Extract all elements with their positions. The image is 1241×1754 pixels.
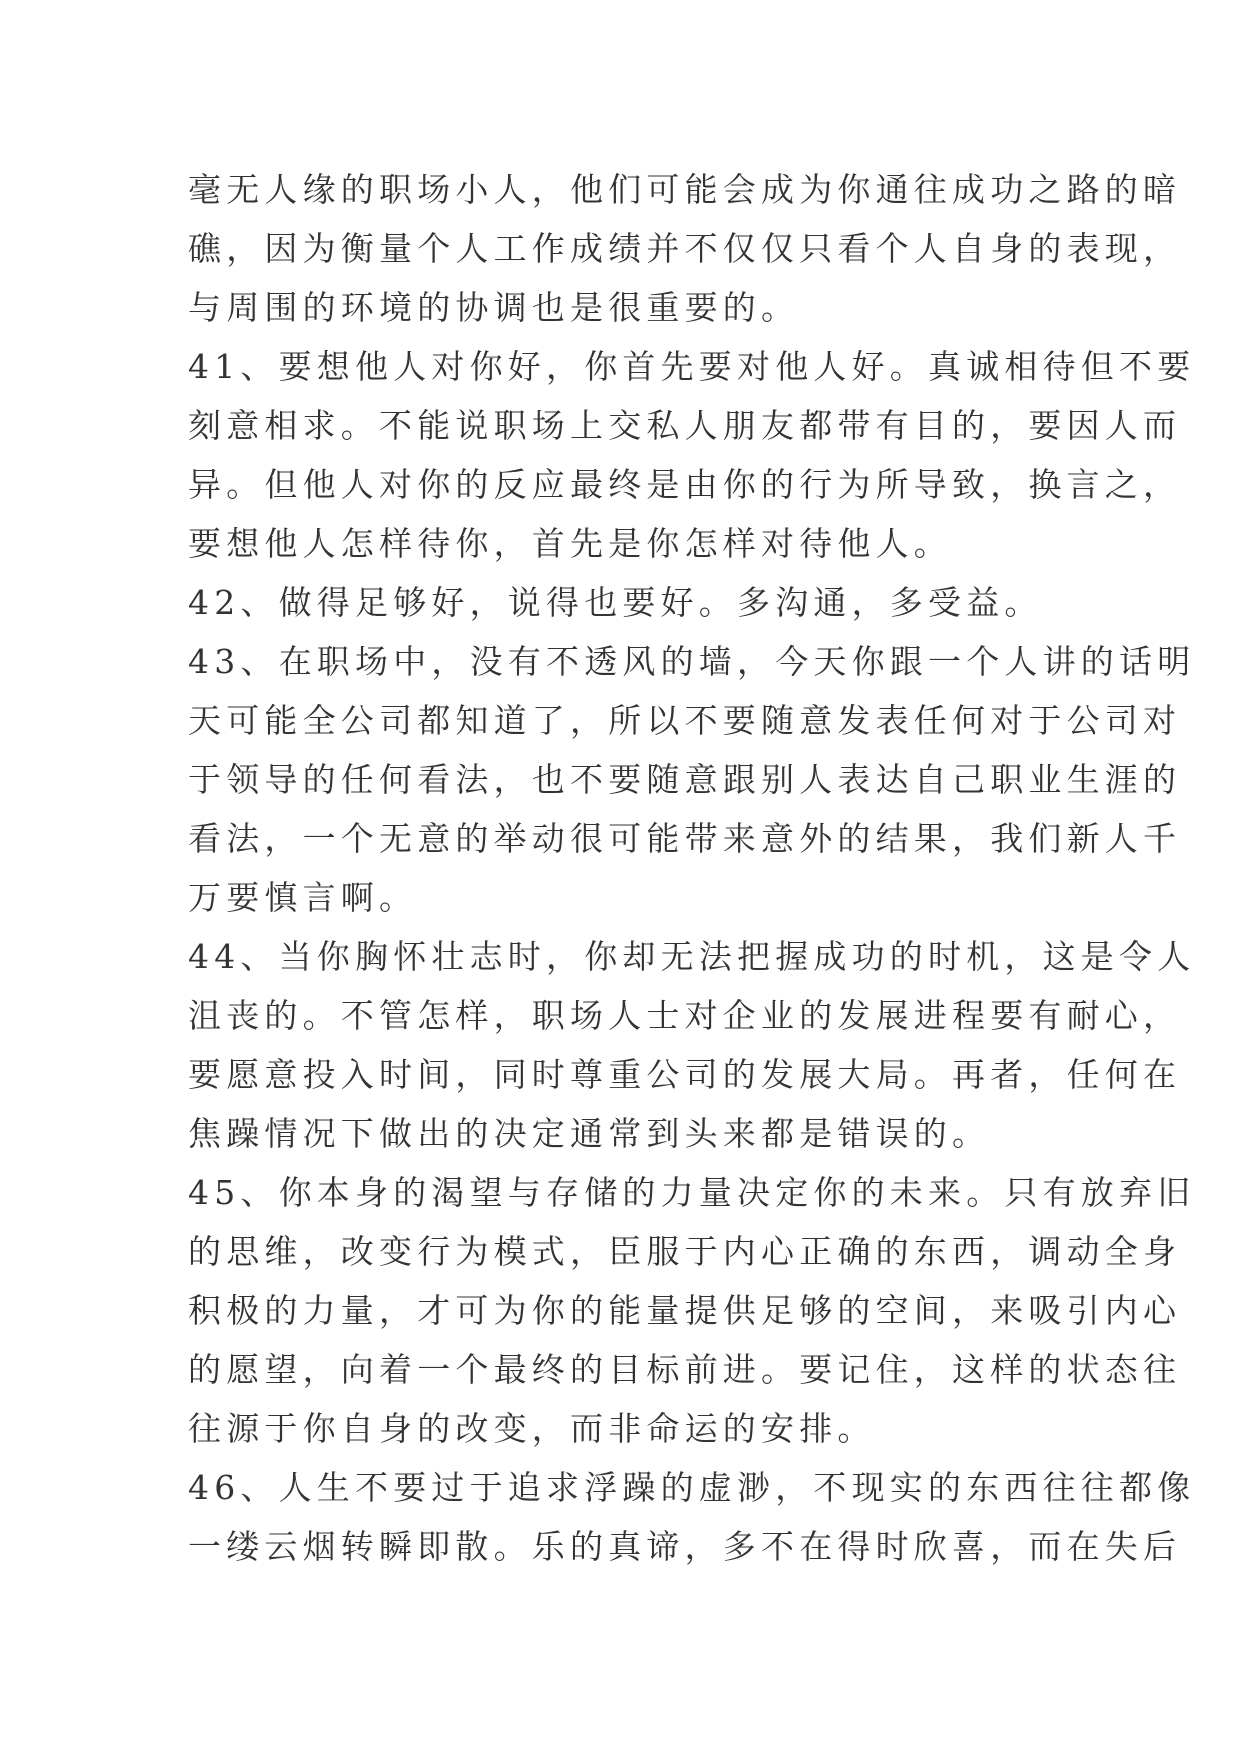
text-line: 毫无人缘的职场小人，他们可能会成为你通往成功之路的暗 [188, 170, 1182, 209]
text-line: 44、当你胸怀壮志时，你却无法把握成功的时机，这是令人 [188, 937, 1196, 976]
text-line: 要想他人怎样待你，首先是你怎样对待他人。 [188, 524, 952, 563]
text-line: 42、做得足够好，说得也要好。多沟通，多受益。 [188, 583, 1043, 622]
body-text [188, 160, 1196, 1576]
text-line: 于领导的任何看法，也不要随意跟别人表达自己职业生涯的 [188, 760, 1182, 799]
text-line: 43、在职场中，没有不透风的墙，今天你跟一个人讲的话明 [188, 642, 1196, 681]
text-line: 往源于你自身的改变，而非命运的安排。 [188, 1409, 876, 1448]
text-line: 沮丧的。不管怎样，职场人士对企业的发展进程要有耐心， [188, 996, 1182, 1035]
text-line: 要愿意投入时间，同时尊重公司的发展大局。再者，任何在 [188, 1055, 1182, 1094]
text-line: 看法，一个无意的举动很可能带来意外的结果，我们新人千 [188, 819, 1182, 858]
text-line: 焦躁情况下做出的决定通常到头来都是错误的。 [188, 1114, 991, 1153]
text-line: 45、你本身的渴望与存储的力量决定你的未来。只有放弃旧 [188, 1173, 1196, 1212]
text-line: 41、要想他人对你好，你首先要对他人好。真诚相待但不要 [188, 347, 1196, 386]
text-line: 一缕云烟转瞬即散。乐的真谛，多不在得时欣喜，而在失后 [188, 1527, 1182, 1566]
text-line: 天可能全公司都知道了，所以不要随意发表任何对于公司对 [188, 701, 1182, 740]
text-line: 积极的力量，才可为你的能量提供足够的空间，来吸引内心 [188, 1291, 1182, 1330]
text-line: 与周围的环境的协调也是很重要的。 [188, 288, 800, 327]
text-line: 异。但他人对你的反应最终是由你的行为所导致，换言之， [188, 465, 1182, 504]
text-line: 万要慎言啊。 [188, 878, 418, 917]
text-line: 46、人生不要过于追求浮躁的虚渺，不现实的东西往往都像 [188, 1468, 1196, 1507]
text-line: 的思维，改变行为模式，臣服于内心正确的东西，调动全身 [188, 1232, 1182, 1271]
text-line: 礁，因为衡量个人工作成绩并不仅仅只看个人自身的表现， [188, 229, 1182, 268]
text-line: 刻意相求。不能说职场上交私人朋友都带有目的，要因人而 [188, 406, 1182, 445]
text-line: 的愿望，向着一个最终的目标前进。要记住，这样的状态往 [188, 1350, 1182, 1389]
